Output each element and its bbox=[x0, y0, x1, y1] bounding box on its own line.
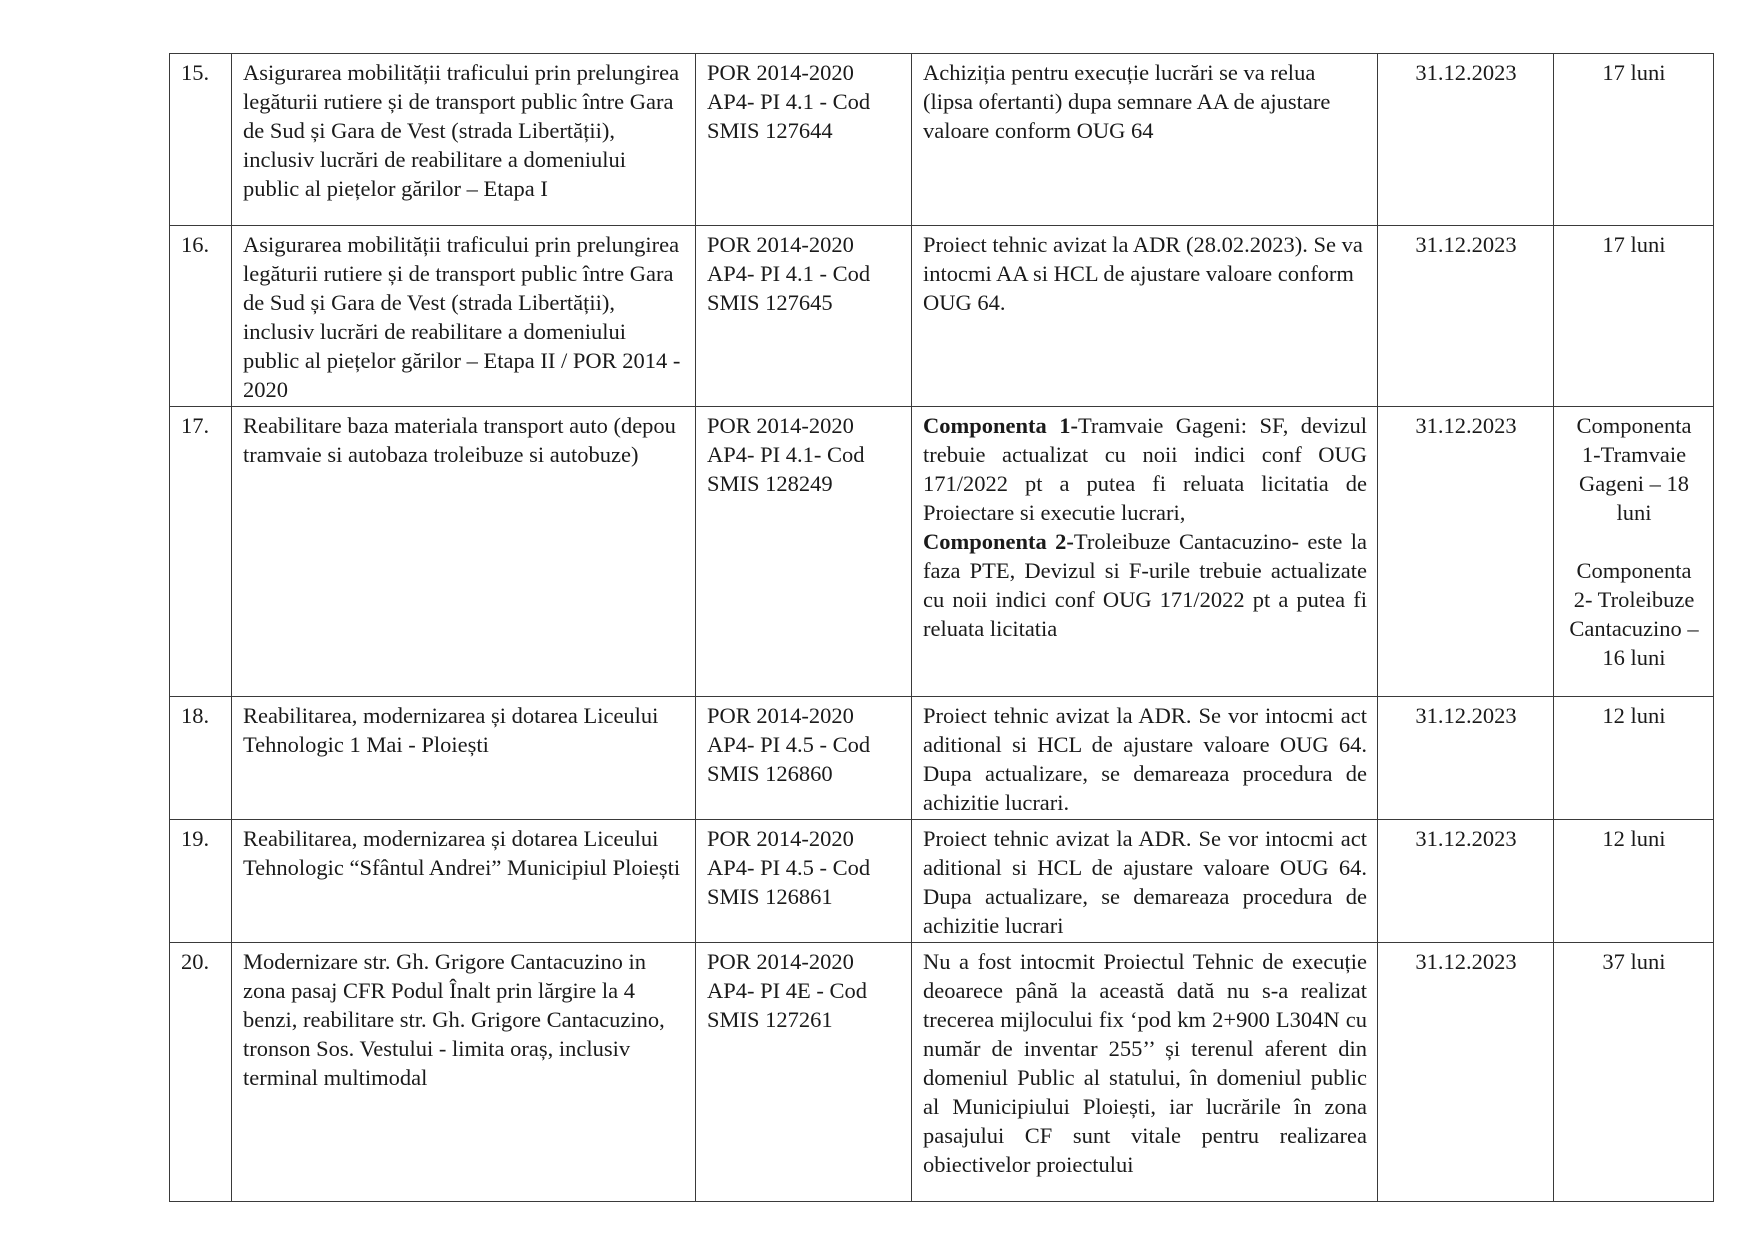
deadline-date: 31.12.2023 bbox=[1378, 54, 1554, 226]
program-code: POR 2014-2020 AP4- PI 4.1 - Cod SMIS 127644 bbox=[696, 54, 912, 226]
row-number: 17. bbox=[170, 407, 232, 697]
table-row bbox=[170, 407, 1714, 697]
row-number: 18. bbox=[170, 697, 232, 820]
status-text: Nu a fost intocmit Proiectul Tehnic de execuție deoarece până la această dată nu s-a realizat trecerea mijlocului fix ‘pod km 2+900 L304N cu număr de inventar 255’’ și terenul aferent din domeniul Public al statului, în domeniul public al Municipiului Ploiești, iar lucrările în zona pasajului CF sunt vitale pentru realizarea obiectivelor proiectului bbox=[912, 943, 1378, 1202]
program-code: POR 2014-2020 AP4- PI 4.1- Cod SMIS 128249 bbox=[696, 407, 912, 697]
deadline-date: 31.12.2023 bbox=[1378, 943, 1554, 1202]
status-text: Proiect tehnic avizat la ADR (28.02.2023). Se va intocmi AA si HCL de ajustare valoare conform OUG 64. bbox=[912, 226, 1378, 407]
status-text: Proiect tehnic avizat la ADR. Se vor intocmi act aditional si HCL de ajustare valoare OUG 64. Dupa actualizare, se demareaza procedura de achizitie lucrari bbox=[912, 820, 1378, 943]
deadline-date: 31.12.2023 bbox=[1378, 820, 1554, 943]
status-text: Proiect tehnic avizat la ADR. Se vor intocmi act aditional si HCL de ajustare valoare OUG 64. Dupa actualizare, se demareaza procedura de achizitie lucrari. bbox=[912, 697, 1378, 820]
project-title: Reabilitarea, modernizarea și dotarea Liceului Tehnologic “Sfântul Andrei” Municipiul Ploiești bbox=[232, 820, 696, 943]
duration: 12 luni bbox=[1554, 820, 1714, 943]
deadline-date: 31.12.2023 bbox=[1378, 407, 1554, 697]
table-row bbox=[170, 697, 1714, 820]
status-text: Achiziția pentru execuție lucrări se va relua (lipsa ofertanti) dupa semnare AA de ajustare valoare conform OUG 64 bbox=[912, 54, 1378, 226]
deadline-date: 31.12.2023 bbox=[1378, 697, 1554, 820]
component-1-label: Componenta 1- bbox=[923, 413, 1078, 438]
duration: 17 luni bbox=[1554, 54, 1714, 226]
project-title: Asigurarea mobilității traficului prin prelungirea legăturii rutiere și de transport public între Gara de Sud și Gara de Vest (strada Libertății), inclusiv lucrări de reabilitare a domeniului public al piețelor gărilor – Etapa I bbox=[232, 54, 696, 226]
project-title: Asigurarea mobilității traficului prin prelungirea legăturii rutiere și de transport public între Gara de Sud și Gara de Vest (strada Libertății), inclusiv lucrări de reabilitare a domeniului public al piețelor gărilor – Etapa II / POR 2014 - 2020 bbox=[232, 226, 696, 407]
component-2-status: Troleibuze Cantacuzino- este la faza PTE, Devizul si F-urile trebuie actualizate cu noii indici conf OUG 171/2022 pt a putea fi reluata licitatia bbox=[923, 529, 1367, 641]
status-text bbox=[912, 407, 1378, 697]
row-number: 16. bbox=[170, 226, 232, 407]
table-row bbox=[170, 226, 1714, 407]
project-title: Modernizare str. Gh. Grigore Cantacuzino in zona pasaj CFR Podul Înalt prin lărgire la 4 benzi, reabilitare str. Gh. Grigore Cantacuzino, tronson Sos. Vestului - limita oraș, inclusiv terminal multimodal bbox=[232, 943, 696, 1202]
duration-component-1: Componenta 1-Tramvaie Gageni – 18 luni bbox=[1576, 413, 1692, 525]
row-number: 15. bbox=[170, 54, 232, 226]
duration: 12 luni bbox=[1554, 697, 1714, 820]
program-code: POR 2014-2020 AP4- PI 4E - Cod SMIS 127261 bbox=[696, 943, 912, 1202]
row-number: 20. bbox=[170, 943, 232, 1202]
table-row bbox=[170, 820, 1714, 943]
program-code: POR 2014-2020 AP4- PI 4.5 - Cod SMIS 126860 bbox=[696, 697, 912, 820]
table-row bbox=[170, 943, 1714, 1202]
duration: 17 luni bbox=[1554, 226, 1714, 407]
projects-table bbox=[169, 53, 1714, 1202]
duration bbox=[1554, 407, 1714, 697]
duration: 37 luni bbox=[1554, 943, 1714, 1202]
project-title: Reabilitare baza materiala transport auto (depou tramvaie si autobaza troleibuze si autobuze) bbox=[232, 407, 696, 697]
duration-component-2: Componenta 2- Troleibuze Cantacuzino – 16 luni bbox=[1569, 558, 1699, 670]
program-code: POR 2014-2020 AP4- PI 4.1 - Cod SMIS 127645 bbox=[696, 226, 912, 407]
program-code: POR 2014-2020 AP4- PI 4.5 - Cod SMIS 126861 bbox=[696, 820, 912, 943]
table-row bbox=[170, 54, 1714, 226]
deadline-date: 31.12.2023 bbox=[1378, 226, 1554, 407]
component-2-label: Componenta 2- bbox=[923, 529, 1074, 554]
row-number: 19. bbox=[170, 820, 232, 943]
project-title: Reabilitarea, modernizarea și dotarea Liceului Tehnologic 1 Mai - Ploiești bbox=[232, 697, 696, 820]
component-1-status: Tramvaie Gageni: SF, devizul trebuie actualizat cu noii indici conf OUG 171/2022 pt a putea fi reluata licitatia de Proiectare si executie lucrari, bbox=[923, 413, 1367, 525]
